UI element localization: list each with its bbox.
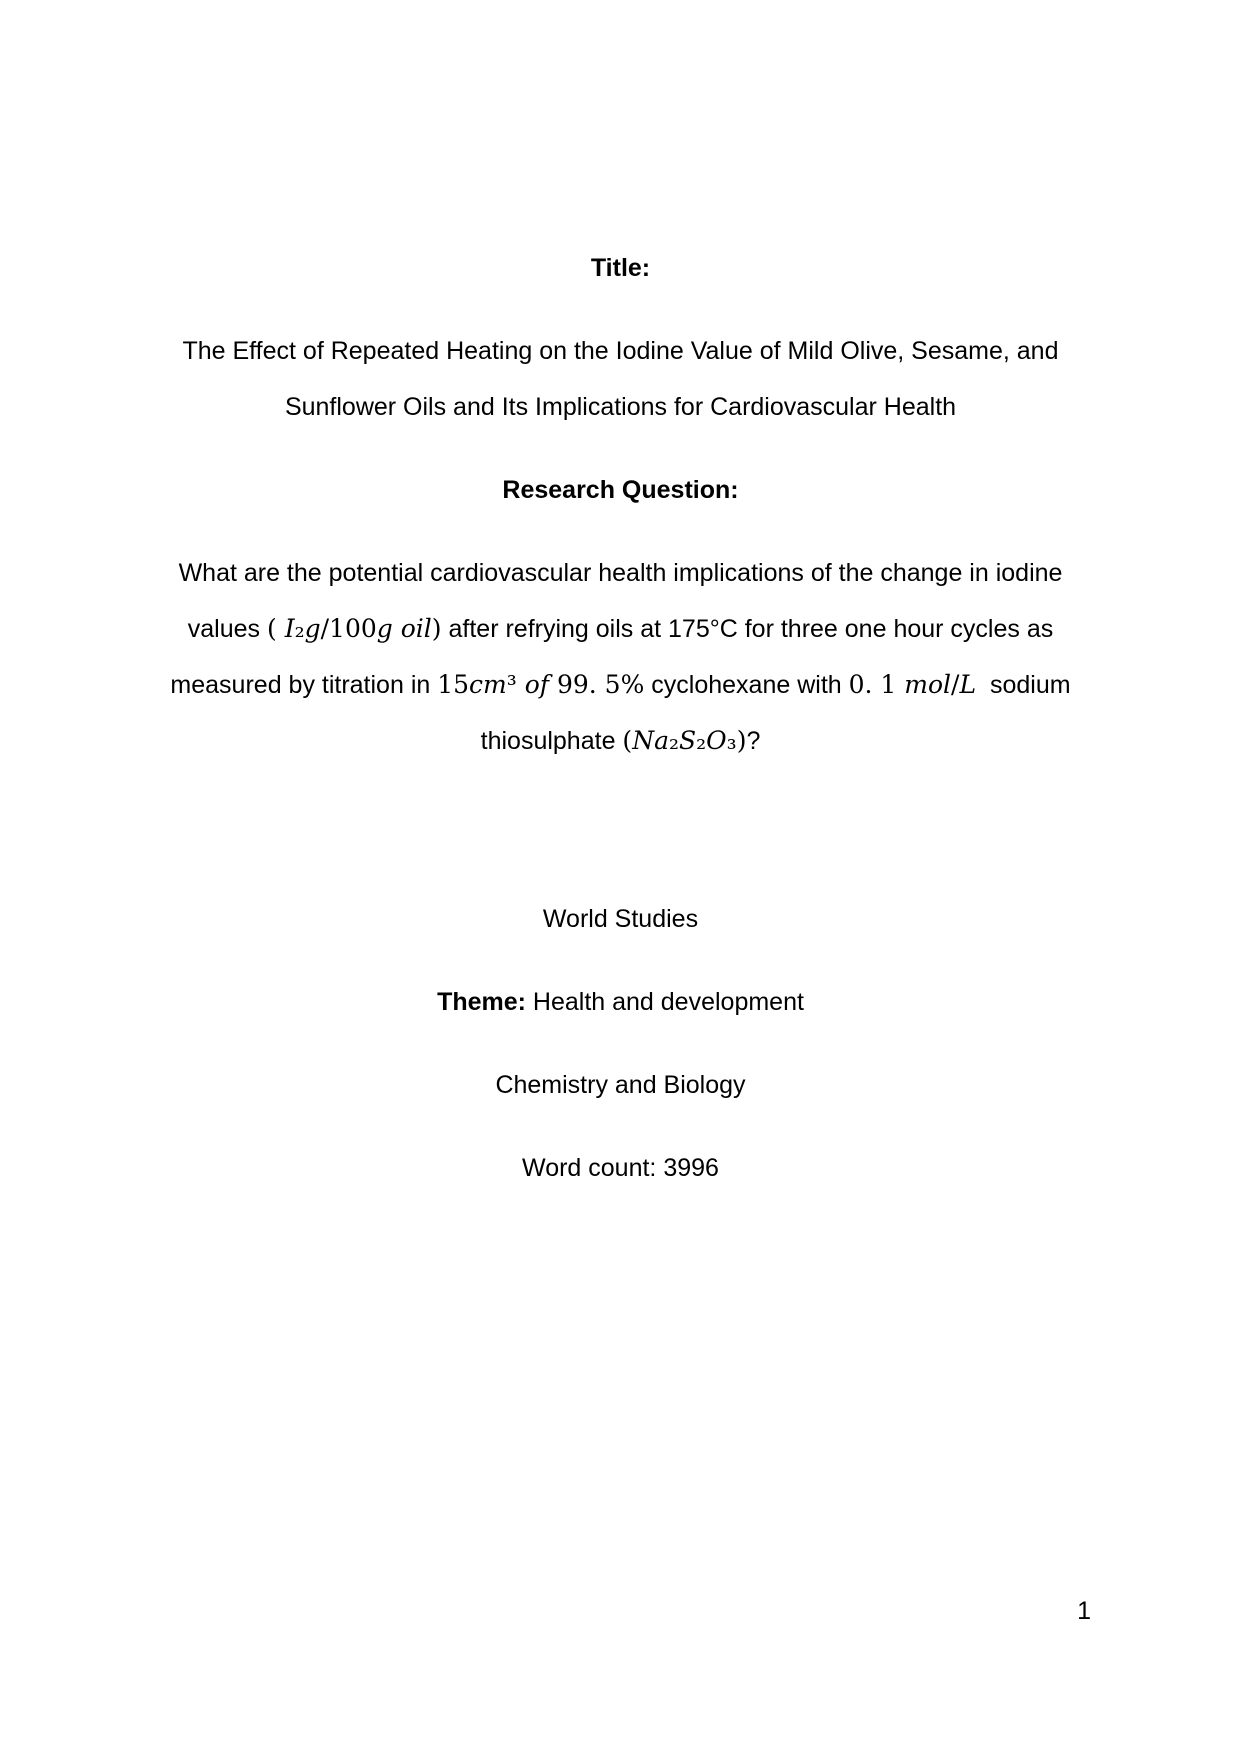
page-number: 1 [1077,1597,1091,1625]
word-count-value: 3996 [663,1154,719,1182]
research-question-line-1: What are the potential cardiovascular health implications of the change in iodine [178,559,1063,587]
research-question-paragraph [150,545,1091,769]
research-question-heading: Research Question: [502,476,739,504]
program-name: World Studies [542,905,699,933]
research-question-line-4: thiosulphate (Na₂S₂O₃)? [480,726,761,755]
subjects-line: Chemistry and Biology [495,1071,746,1099]
essay-title-line-2: Sunflower Oils and Its Implications for Cardiovascular Health [284,393,957,421]
word-count-line [150,1140,1091,1196]
essay-title [150,323,1091,435]
essay-title-line-1: The Effect of Repeated Heating on the Iodine Value of Mild Olive, Sesame, and [182,337,1059,365]
title-heading: Title: [590,254,651,282]
blank-line [150,796,1091,864]
research-question-line-2: values ( I₂g/100g oil) after refrying oils at 175°C for three one hour cycles as [187,614,1054,643]
word-count-label: Word count: [522,1154,664,1182]
research-question-line-3: measured by titration in 15cm³ of 99. 5% cyclohexane with 0. 1 mol/L sodium [170,670,1071,699]
theme-line: Theme: Health and development [437,988,804,1016]
